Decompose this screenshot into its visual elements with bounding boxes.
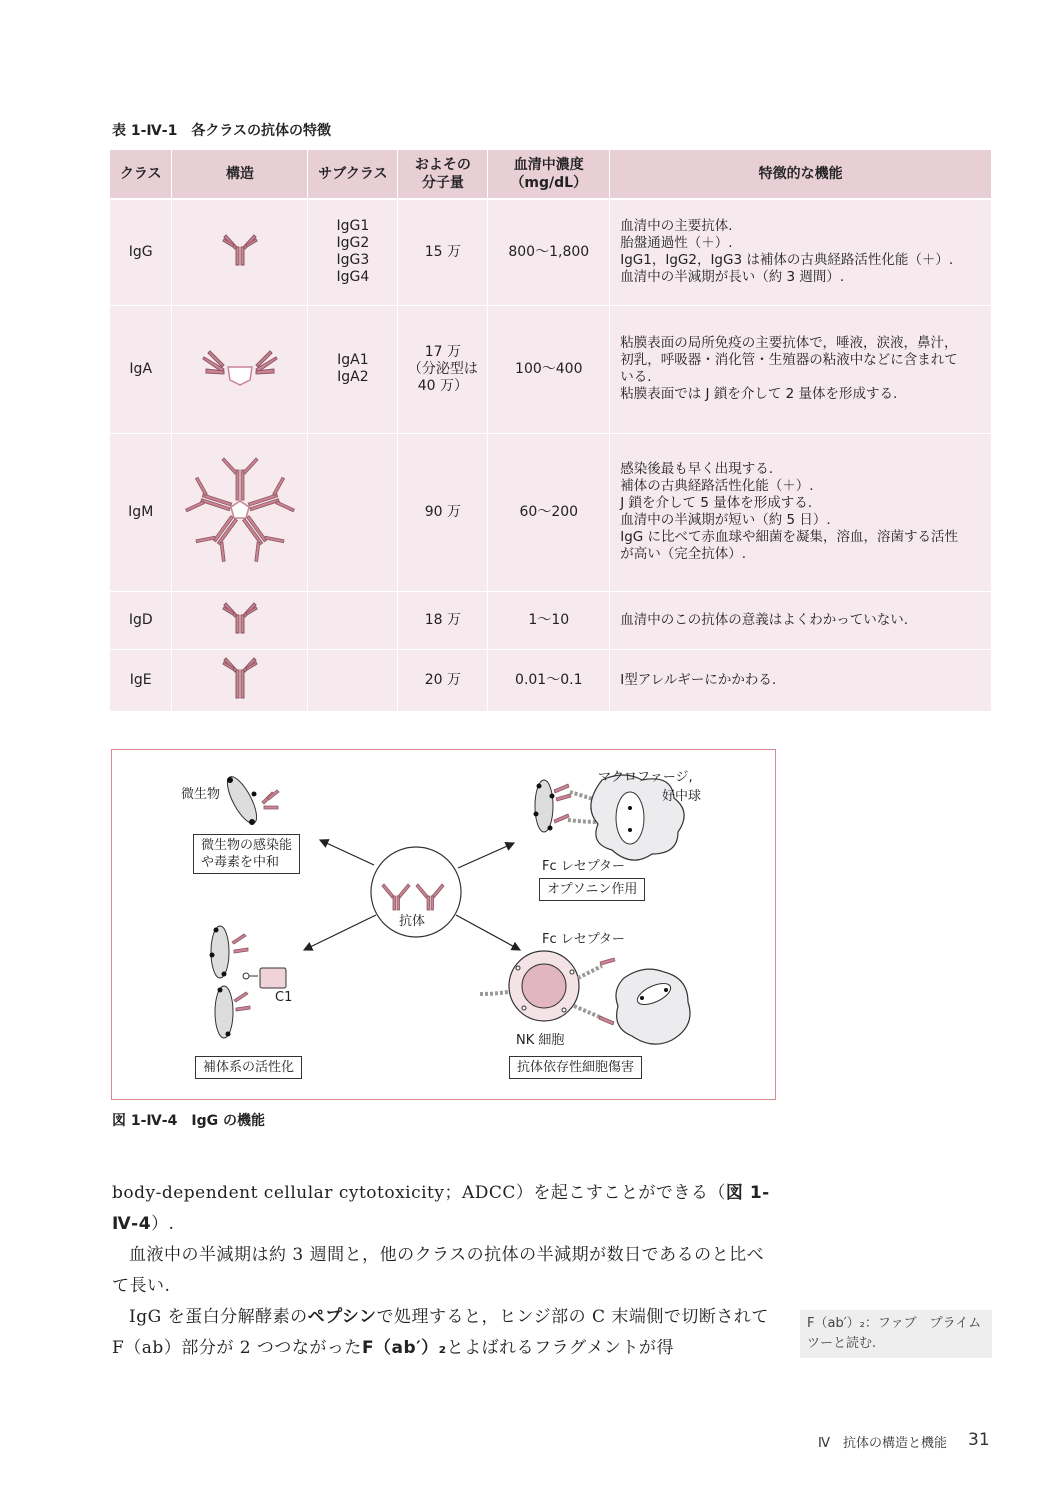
- row-conc: 100～400: [488, 305, 610, 433]
- header-mw-line2: 分子量: [421, 175, 464, 191]
- adcc-box: 抗体依存性細胞傷害: [509, 1056, 642, 1079]
- row-conc: 60～200: [488, 433, 610, 591]
- header-structure: 構造: [172, 150, 308, 199]
- igg-function-figure: [111, 749, 776, 1100]
- function-line: IgG に比べて赤血球や細菌を凝集，溶血，溶菌する活性: [620, 529, 959, 545]
- p3-text-c: とよばれるフラグメントが得: [446, 1338, 674, 1358]
- subclass-item: IgG4: [336, 269, 370, 286]
- mw-line: 17 万: [424, 343, 461, 360]
- paragraph-1: [112, 1178, 774, 1240]
- microbe-neutralize: [222, 773, 279, 827]
- row-class: IgM: [110, 433, 172, 591]
- antibody-label: 抗体: [399, 914, 426, 929]
- row-function: [610, 305, 992, 433]
- mw-line: （分泌型は: [407, 360, 478, 377]
- c1-label: C1: [275, 990, 293, 1005]
- fc-receptor-top-label: Fc レセプター: [542, 859, 625, 874]
- antibody-dimer-icon: [172, 305, 308, 433]
- neutralize-line: 微生物の感染能: [201, 838, 293, 853]
- row-subclass: [308, 305, 398, 433]
- table-row: [110, 591, 992, 649]
- opsonin-box: オプソニン作用: [539, 878, 645, 901]
- function-line: 感染後最も早く出現する.: [620, 461, 774, 477]
- table-row: [110, 433, 992, 591]
- adcc-illustration: [480, 951, 690, 1044]
- footer-chapter: Ⅳ 抗体の構造と機能: [818, 1436, 947, 1451]
- function-line: 粘膜表面の局所免疫の主要抗体で，唾液，涙液，鼻汁，: [620, 335, 958, 351]
- subclass-item: IgG1: [336, 218, 370, 235]
- table-row: [110, 649, 992, 711]
- paragraph-3: [112, 1302, 774, 1364]
- microbe-label: 微生物: [181, 787, 221, 802]
- fc-receptor-bottom-label: Fc レセプター: [542, 932, 625, 947]
- antibody-pentamer-icon: [172, 433, 308, 591]
- body-text: [112, 1178, 774, 1364]
- function-line: いる.: [620, 369, 652, 385]
- p1-end: ）.: [151, 1214, 175, 1234]
- row-function: [610, 199, 992, 305]
- header-mw-line1: およその: [414, 157, 471, 173]
- subclass-item: IgA2: [337, 369, 369, 385]
- antibody-monomer-icon: [172, 591, 308, 649]
- paragraph-2: 血液中の半減期は約 3 週間と，他のクラスの抗体の半減期が数日であるのと比べて長い.: [112, 1245, 765, 1296]
- row-class: IgA: [110, 305, 172, 433]
- row-function: Ⅰ型アレルギーにかかわる.: [610, 649, 992, 711]
- header-class: クラス: [110, 150, 172, 199]
- antibody-monomer-icon: [172, 649, 308, 711]
- row-mw: 20 万: [398, 649, 488, 711]
- function-line: 血清中の主要抗体.: [620, 218, 733, 235]
- pepsin-term: ペプシン: [307, 1307, 377, 1327]
- p3-text-b: で処理すると，ヒンジ部の C 末端側で切断されて F（ab）部分が 2 つつながった: [112, 1307, 769, 1358]
- header-subclass: サブクラス: [308, 150, 398, 199]
- row-mw: 18 万: [398, 591, 488, 649]
- macrophage-label: [598, 766, 701, 804]
- row-function: [610, 433, 992, 591]
- row-class: IgD: [110, 591, 172, 649]
- neutralize-box: [193, 834, 300, 874]
- header-conc-line1: 血清中濃度: [513, 157, 584, 173]
- header-function: 特徴的な機能: [610, 150, 992, 199]
- row-mw: 90 万: [398, 433, 488, 591]
- row-conc: 1～10: [488, 591, 610, 649]
- antibody-class-table: [110, 150, 992, 712]
- nk-cell-label: NK 細胞: [516, 1033, 565, 1048]
- figure-reference: 図 1-Ⅳ-4: [112, 1183, 770, 1234]
- row-conc: 0.01～0.1: [488, 649, 610, 711]
- row-class: IgE: [110, 649, 172, 711]
- row-conc: 800～1,800: [488, 199, 610, 305]
- table-row: [110, 199, 992, 305]
- function-line: J 鎖を介して 5 量体を形成する.: [620, 495, 812, 511]
- row-subclass: [308, 591, 398, 649]
- fab-term: F（ab′）₂: [361, 1338, 447, 1358]
- side-note: F（ab′）₂：ファブ プライム ツーと読む.: [800, 1310, 992, 1358]
- header-conc-line2: （mg/dL）: [510, 175, 588, 191]
- figure-caption: 図 1-Ⅳ-4 IgG の機能: [112, 1113, 265, 1129]
- table-row: [110, 305, 992, 433]
- complement-illustration: [210, 926, 287, 1038]
- table-header-row: [110, 150, 992, 199]
- subclass-item: IgG2: [336, 235, 370, 252]
- neutralize-line: や毒素を中和: [201, 855, 280, 870]
- complement-box: 補体系の活性化: [195, 1056, 302, 1079]
- p3-text-a: IgG を蛋白分解酵素の: [129, 1307, 308, 1327]
- row-class: IgG: [110, 199, 172, 305]
- row-mw: 15 万: [398, 199, 488, 305]
- function-line: 胎盤通過性（＋）.: [620, 235, 733, 252]
- mw-line: 40 万）: [417, 377, 468, 394]
- subclass-item: IgA1: [337, 352, 369, 368]
- subclass-item: IgG3: [336, 252, 370, 269]
- row-mw: [398, 305, 488, 433]
- row-function: 血清中のこの抗体の意義はよくわかっていない.: [610, 591, 992, 649]
- macrophage-line: マクロファージ,: [598, 770, 693, 785]
- function-line: 補体の古典経路活性化能（＋）.: [620, 478, 814, 494]
- function-line: 粘膜表面では J 鎖を介して 2 量体を形成する.: [620, 386, 898, 402]
- antibody-monomer-icon: [172, 199, 308, 305]
- macrophage-line: 好中球: [662, 789, 702, 804]
- header-mw: [398, 150, 488, 199]
- row-subclass: [308, 199, 398, 305]
- page-number: 31: [968, 1430, 990, 1450]
- table-caption: 表 1-Ⅳ-1 各クラスの抗体の特徴: [112, 123, 331, 139]
- function-line: 血清中の半減期が短い（約 5 日）.: [620, 512, 831, 528]
- function-line: 初乳，呼吸器・消化管・生殖器の粘液中などに含まれて: [620, 352, 958, 368]
- function-line: 血清中の半減期が長い（約 3 週間）.: [620, 269, 845, 286]
- p1-text: body-dependent cellular cytotoxicity；ADCC）を起こすことができる（: [112, 1183, 726, 1203]
- function-line: が高い（完全抗体）.: [620, 546, 747, 562]
- row-subclass: [308, 649, 398, 711]
- header-conc: [488, 150, 610, 199]
- function-line: IgG1，IgG2，IgG3 は補体の古典経路活性化能（＋）.: [620, 252, 954, 269]
- row-subclass: [308, 433, 398, 591]
